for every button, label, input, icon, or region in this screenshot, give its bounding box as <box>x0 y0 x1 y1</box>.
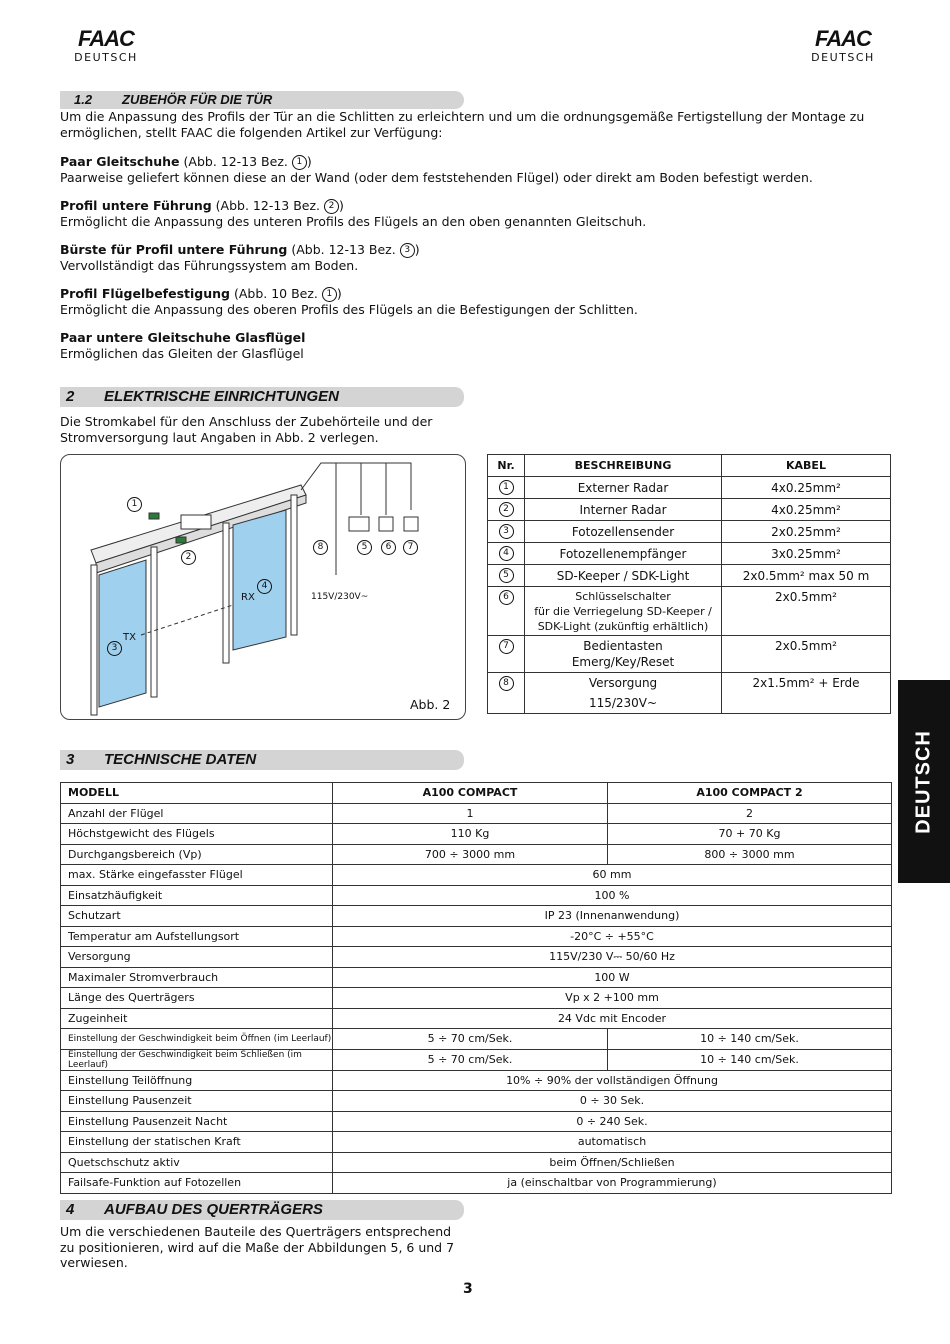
section-title: ELEKTRISCHE EINRICHTUNGEN <box>104 388 340 405</box>
cable-cell: 2x0.5mm² <box>722 636 891 673</box>
item-ref: (Abb. 12-13 Bez. <box>183 154 292 169</box>
table-row <box>61 1049 892 1070</box>
desc-line: 115/230V~ <box>588 696 658 710</box>
callout-circle: 6 <box>499 590 514 605</box>
logo-mark: FAAC <box>78 26 134 51</box>
callout-circle: 2 <box>499 502 514 517</box>
accessory-item <box>60 154 900 186</box>
item-desc: Ermöglicht die Anpassung des unteren Profils des Flügels an den oben genannten Gleitschuh. <box>60 214 647 229</box>
table-header-row <box>61 783 892 804</box>
callout-circle: 3 <box>499 524 514 539</box>
label-cell: Versorgung <box>61 947 333 968</box>
section-number: 1.2 <box>74 92 93 107</box>
section-heading-2 <box>60 387 464 407</box>
label-cell: Länge des Querträgers <box>61 988 333 1009</box>
label-cell: Failsafe-Funktion auf Fotozellen <box>61 1173 333 1194</box>
table-row <box>488 499 891 521</box>
nr-cell <box>488 673 525 714</box>
cable-cell: 2x0.25mm² <box>722 521 891 543</box>
figure-abb-2 <box>60 454 466 720</box>
table-row <box>61 803 892 824</box>
logo-language: DEUTSCH <box>74 51 138 64</box>
desc-cell: Fotozellensender <box>525 521 722 543</box>
logo-language: DEUTSCH <box>811 51 875 64</box>
desc-cell <box>525 673 722 714</box>
table-row <box>488 673 891 714</box>
callout-circle: 2 <box>324 199 339 214</box>
faac-logo-right <box>797 28 889 64</box>
cable-table <box>487 454 891 714</box>
item-desc: Ermöglichen das Gleiten der Glasflügel <box>60 346 304 361</box>
table-row <box>488 636 891 673</box>
item-title: Profil untere Führung <box>60 198 212 213</box>
table-row <box>488 587 891 636</box>
section-heading-4 <box>60 1200 464 1220</box>
accessory-item <box>60 286 900 318</box>
desc-line: für die Verriegelung SD-Keeper / <box>534 604 712 618</box>
text-line: zu positionieren, wird auf die Maße der Abbildungen 5, 6 und 7 <box>60 1239 455 1255</box>
label-rx: RX <box>241 592 255 603</box>
value-cell: ja (einschaltbar von Programmierung) <box>333 1173 892 1194</box>
section-heading-1-2 <box>60 91 464 109</box>
nr-cell <box>488 565 525 587</box>
table-row <box>61 947 892 968</box>
callout-5: 5 <box>357 540 372 555</box>
table-row <box>61 1111 892 1132</box>
desc-cell <box>525 636 722 673</box>
accessory-item <box>60 330 900 362</box>
text-line: Um die verschiedenen Bauteile des Querträgers entsprechend <box>60 1224 452 1239</box>
table-row <box>61 844 892 865</box>
callout-3: 3 <box>107 641 122 656</box>
value-cell: 0 ÷ 30 Sek. <box>333 1091 892 1112</box>
table-row <box>488 543 891 565</box>
desc-line: Schlüsselschalter <box>575 589 671 603</box>
table-row <box>61 1152 892 1173</box>
figure-caption: Abb. 2 <box>410 697 451 712</box>
desc-line: Bedientasten <box>583 639 663 653</box>
value-cell: IP 23 (Innenanwendung) <box>333 906 892 927</box>
cable-cell: 2x0.5mm² <box>722 587 891 636</box>
table-row <box>61 1173 892 1194</box>
item-ref: (Abb. 12-13 Bez. <box>215 198 324 213</box>
desc-cell: Fotozellenempfänger <box>525 543 722 565</box>
label-cell: Quetschschutz aktiv <box>61 1152 333 1173</box>
value-cell: automatisch <box>333 1132 892 1153</box>
label-tx: TX <box>123 632 136 643</box>
header-cell: BESCHREIBUNG <box>525 455 722 477</box>
section-2-text <box>60 414 464 446</box>
desc-cell <box>525 587 722 636</box>
label-cell: Einstellung der statischen Kraft <box>61 1132 333 1153</box>
cable-cell: 3x0.25mm² <box>722 543 891 565</box>
label-cell: Einstellung Teilöffnung <box>61 1070 333 1091</box>
callout-circle: 5 <box>499 568 514 583</box>
intro-line: Um die Anpassung des Profils der Tür an die Schlitten zu erleichtern und um die ordnungsgemäße Fertigstellung der Montage zu <box>60 109 865 124</box>
nr-cell <box>488 499 525 521</box>
desc-cell: Interner Radar <box>525 499 722 521</box>
faac-logo-left <box>60 28 152 64</box>
value-cell: 100 W <box>333 967 892 988</box>
section-number: 3 <box>66 751 75 768</box>
value-cell: 100 % <box>333 885 892 906</box>
table-row <box>488 521 891 543</box>
value-cell: 70 + 70 Kg <box>608 824 892 845</box>
item-ref-close: ) <box>414 242 420 257</box>
section-title: AUFBAU DES QUERTRÄGERS <box>104 1201 323 1218</box>
table-row <box>61 906 892 927</box>
text-line: verwiesen. <box>60 1255 128 1270</box>
value-cell: 800 ÷ 3000 mm <box>608 844 892 865</box>
label-voltage: 115V/230V~ <box>311 592 369 602</box>
table-row <box>61 967 892 988</box>
technical-data-table <box>60 782 892 1194</box>
nr-cell <box>488 477 525 499</box>
desc-cell: SD-Keeper / SDK-Light <box>525 565 722 587</box>
value-cell: 5 ÷ 70 cm/Sek. <box>333 1029 608 1050</box>
callout-6: 6 <box>381 540 396 555</box>
callout-circle: 7 <box>499 639 514 654</box>
callout-circle: 1 <box>292 155 307 170</box>
table-row <box>61 1029 892 1050</box>
text-line: Die Stromkabel für den Anschluss der Zubehörteile und der <box>60 414 433 429</box>
table-row <box>488 565 891 587</box>
value-cell: 1 <box>333 803 608 824</box>
value-cell: 110 Kg <box>333 824 608 845</box>
value-cell: 10 ÷ 140 cm/Sek. <box>608 1029 892 1050</box>
value-cell: 0 ÷ 240 Sek. <box>333 1111 892 1132</box>
value-cell: 60 mm <box>333 865 892 886</box>
label-cell: Schutzart <box>61 906 333 927</box>
value-cell: Vp x 2 +100 mm <box>333 988 892 1009</box>
table-header-row <box>488 455 891 477</box>
label-cell: max. Stärke eingefasster Flügel <box>61 865 333 886</box>
label-cell: Anzahl der Flügel <box>61 803 333 824</box>
item-desc: Ermöglicht die Anpassung des oberen Profils des Flügels an die Befestigungen der Schlitten. <box>60 302 638 317</box>
cable-cell: 2x1.5mm² + Erde <box>722 673 891 714</box>
label-cell: Maximaler Stromverbrauch <box>61 967 333 988</box>
intro-line: ermöglichen, stellt FAAC die folgenden Artikel zur Verfügung: <box>60 125 443 140</box>
table-row <box>61 1091 892 1112</box>
value-cell: 24 Vdc mit Encoder <box>333 1008 892 1029</box>
item-title: Bürste für Profil untere Führung <box>60 242 288 257</box>
label-cell: Einsatzhäufigkeit <box>61 885 333 906</box>
desc-line: SDK-Light (zukünftig erhältlich) <box>537 619 709 633</box>
table-row <box>61 926 892 947</box>
item-ref: (Abb. 12-13 Bez. <box>291 242 400 257</box>
item-title: Profil Flügelbefestigung <box>60 286 230 301</box>
side-tab-label: DEUTSCH <box>912 730 935 834</box>
callout-circle: 3 <box>400 243 415 258</box>
header-cell: Nr. <box>488 455 525 477</box>
cable-cell: 4x0.25mm² <box>722 499 891 521</box>
label-cell: Temperatur am Aufstellungsort <box>61 926 333 947</box>
table-row <box>61 1132 892 1153</box>
item-ref-close: ) <box>336 286 342 301</box>
table-row <box>61 885 892 906</box>
accessory-item <box>60 242 900 274</box>
label-cell: Einstellung der Geschwindigkeit beim Schließen (im Leerlauf) <box>61 1049 333 1070</box>
nr-cell <box>488 521 525 543</box>
callout-circle: 4 <box>499 546 514 561</box>
text-line: Stromversorgung laut Angaben in Abb. 2 verlegen. <box>60 430 379 445</box>
label-cell: Zugeinheit <box>61 1008 333 1029</box>
value-cell: 115V/230 V⎓ 50/60 Hz <box>333 947 892 968</box>
table-row <box>488 477 891 499</box>
nr-cell <box>488 587 525 636</box>
value-cell: 5 ÷ 70 cm/Sek. <box>333 1049 608 1070</box>
table-row <box>61 1008 892 1029</box>
item-title: Paar untere Gleitschuhe Glasflügel <box>60 330 306 345</box>
desc-line: Versorgung <box>588 676 658 690</box>
language-side-tab <box>898 680 950 883</box>
section-heading-3 <box>60 750 464 770</box>
section-4-text <box>60 1224 464 1271</box>
item-title: Paar Gleitschuhe <box>60 154 180 169</box>
value-cell: 2 <box>608 803 892 824</box>
header-cell: A100 COMPACT 2 <box>608 783 892 804</box>
value-cell: 10 ÷ 140 cm/Sek. <box>608 1049 892 1070</box>
value-cell: 700 ÷ 3000 mm <box>333 844 608 865</box>
callout-7: 7 <box>403 540 418 555</box>
callout-4: 4 <box>257 579 272 594</box>
callout-circle: 1 <box>499 480 514 495</box>
table-row <box>61 1070 892 1091</box>
callout-circle: 8 <box>499 676 514 691</box>
header-cell: A100 COMPACT <box>333 783 608 804</box>
value-cell: 10% ÷ 90% der vollständigen Öffnung <box>333 1070 892 1091</box>
section-title: ZUBEHÖR FÜR DIE TÜR <box>122 92 273 107</box>
header-cell: KABEL <box>722 455 891 477</box>
callout-8: 8 <box>313 540 328 555</box>
page-number: 3 <box>463 1281 473 1297</box>
section-title: TECHNISCHE DATEN <box>104 751 257 768</box>
cable-cell: 4x0.25mm² <box>722 477 891 499</box>
callout-circle: 1 <box>322 287 337 302</box>
logo-mark: FAAC <box>815 26 871 51</box>
header-cell: MODELL <box>61 783 333 804</box>
item-desc: Vervollständigt das Führungssystem am Boden. <box>60 258 359 273</box>
label-cell: Höchstgewicht des Flügels <box>61 824 333 845</box>
label-cell: Einstellung Pausenzeit Nacht <box>61 1111 333 1132</box>
item-desc: Paarweise geliefert können diese an der Wand (oder dem feststehenden Flügel) oder direkt am Boden befestigt werden. <box>60 170 813 185</box>
cable-cell: 2x0.5mm² max 50 m <box>722 565 891 587</box>
section-number: 2 <box>66 388 75 405</box>
callout-2: 2 <box>181 550 196 565</box>
table-row <box>61 865 892 886</box>
nr-cell <box>488 543 525 565</box>
section-1-2-intro <box>60 109 900 141</box>
callout-1: 1 <box>127 497 142 512</box>
label-cell: Einstellung Pausenzeit <box>61 1091 333 1112</box>
value-cell: -20°C ÷ +55°C <box>333 926 892 947</box>
item-ref: (Abb. 10 Bez. <box>233 286 322 301</box>
nr-cell <box>488 636 525 673</box>
item-ref-close: ) <box>306 154 312 169</box>
desc-line: Emerg/Key/Reset <box>571 655 675 669</box>
section-number: 4 <box>66 1201 75 1218</box>
value-cell: beim Öffnen/Schließen <box>333 1152 892 1173</box>
accessory-item <box>60 198 900 230</box>
label-cell: Durchgangsbereich (Vp) <box>61 844 333 865</box>
item-ref-close: ) <box>339 198 344 213</box>
desc-cell: Externer Radar <box>525 477 722 499</box>
table-row <box>61 988 892 1009</box>
label-cell: Einstellung der Geschwindigkeit beim Öffnen (im Leerlauf) <box>61 1029 333 1050</box>
table-row <box>61 824 892 845</box>
